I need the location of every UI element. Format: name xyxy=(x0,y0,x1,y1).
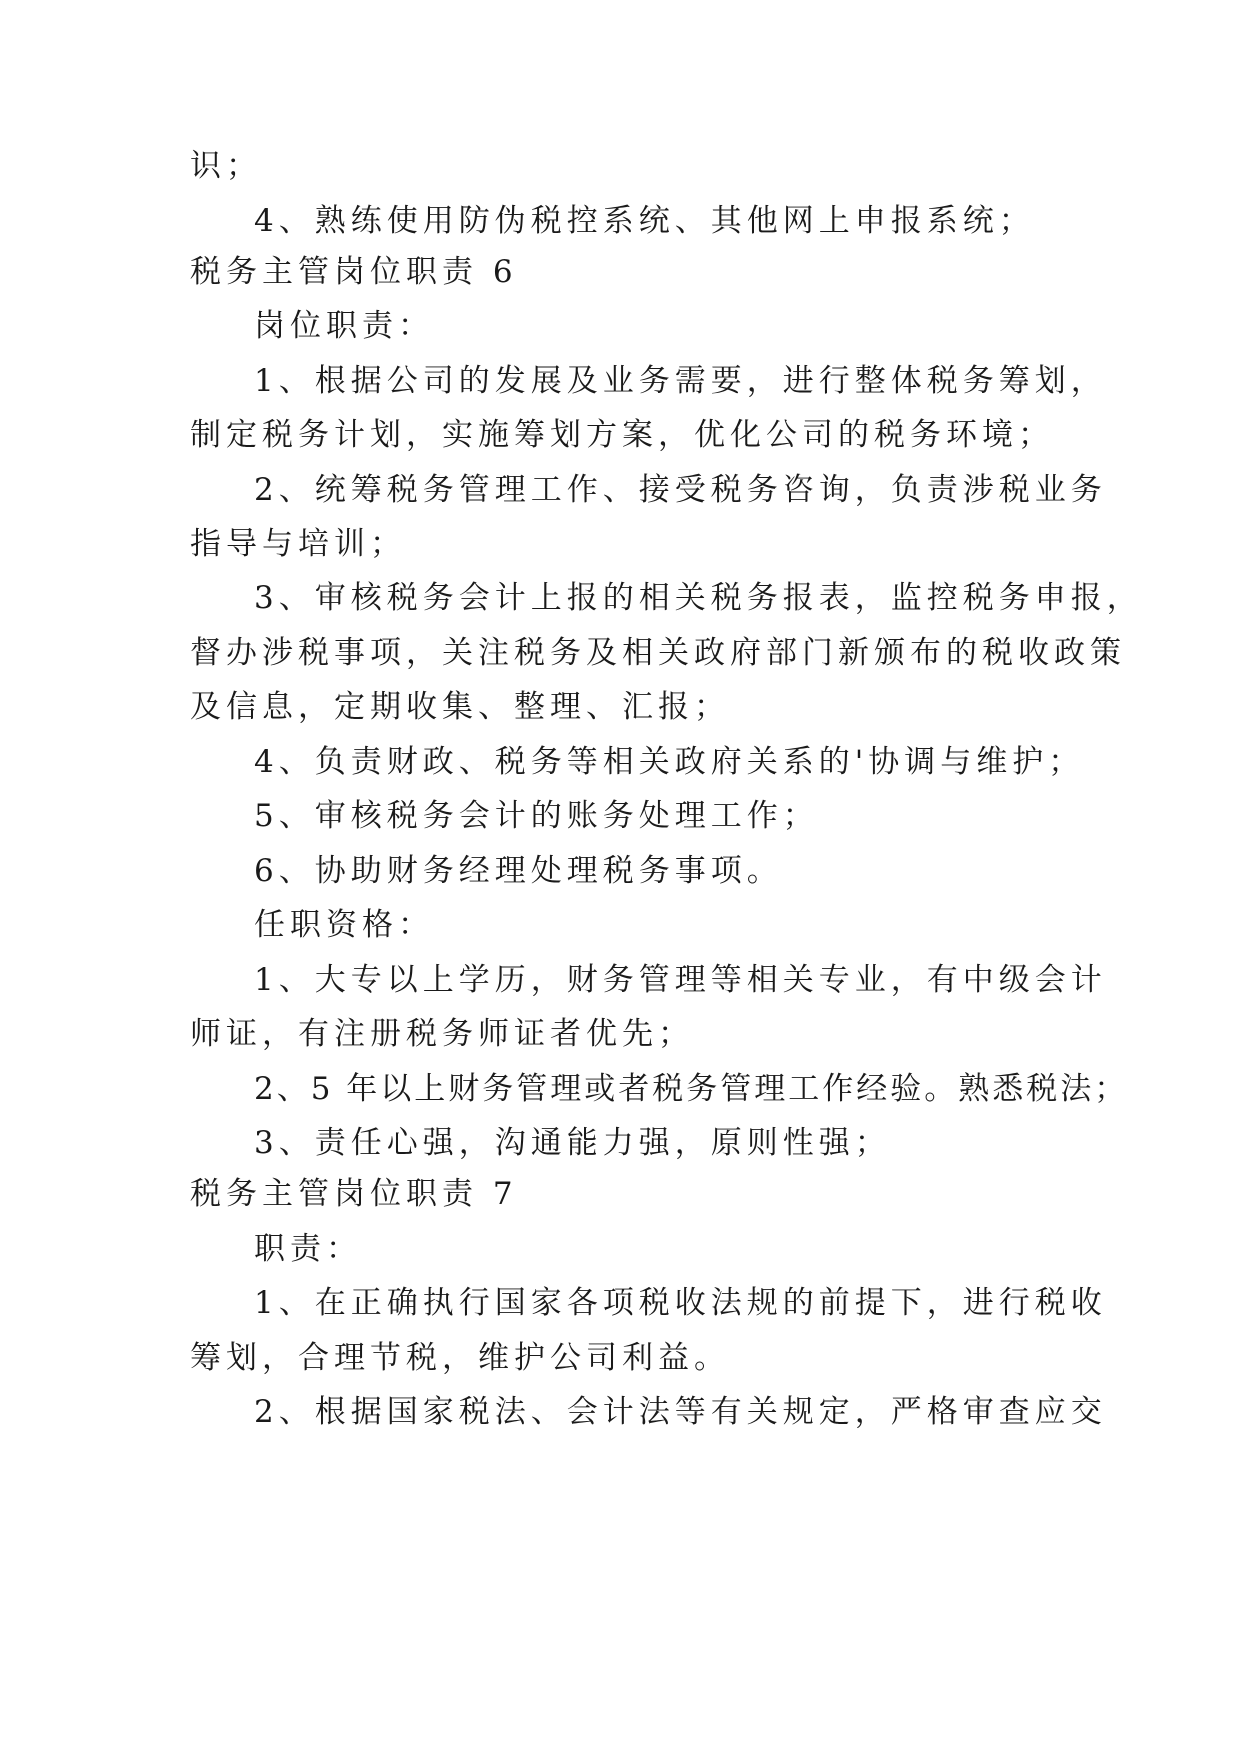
subheading: 职责： xyxy=(254,1231,362,1267)
text-line: 筹划，合理节税，维护公司利益。 xyxy=(190,1340,730,1376)
text-line: 2、根据国家税法、会计法等有关规定，严格审查应交 xyxy=(254,1394,1107,1430)
text-line: 4、熟练使用防伪税控系统、其他网上申报系统； xyxy=(254,203,1035,239)
section-heading: 税务主管岗位职责 6 xyxy=(190,254,518,290)
text-line: 识； xyxy=(190,148,262,184)
section-heading: 税务主管岗位职责 7 xyxy=(190,1176,518,1212)
subheading: 岗位职责： xyxy=(254,308,434,344)
text-line: 及信息，定期收集、整理、汇报； xyxy=(190,689,730,725)
text-line: 制定税务计划，实施筹划方案，优化公司的税务环境； xyxy=(190,417,1054,453)
text-line: 1、根据公司的发展及业务需要，进行整体税务筹划， xyxy=(254,363,1107,399)
text-line: 3、责任心强，沟通能力强，原则性强； xyxy=(254,1125,891,1161)
text-line: 5、审核税务会计的账务处理工作； xyxy=(254,798,819,834)
subheading: 任职资格： xyxy=(254,907,434,943)
text-line: 2、统筹税务管理工作、接受税务咨询，负责涉税业务 xyxy=(254,472,1107,508)
text-line: 3、审核税务会计上报的相关税务报表，监控税务申报， xyxy=(254,580,1143,616)
text-line: 6、协助财务经理处理税务事项。 xyxy=(254,853,783,889)
text-line: 督办涉税事项，关注税务及相关政府部门新颁布的税收政策 xyxy=(190,635,1126,671)
text-line: 4、负责财政、税务等相关政府关系的'协调与维护； xyxy=(254,744,1085,780)
text-line: 指导与培训； xyxy=(190,526,406,562)
text-line: 1、大专以上学历，财务管理等相关专业，有中级会计 xyxy=(254,962,1107,998)
text-line: 师证，有注册税务师证者优先； xyxy=(190,1016,694,1052)
text-line: 1、在正确执行国家各项税收法规的前提下，进行税收 xyxy=(254,1285,1107,1321)
text-line: 2、5 年以上财务管理或者税务管理工作经验。熟悉税法； xyxy=(254,1071,1129,1107)
